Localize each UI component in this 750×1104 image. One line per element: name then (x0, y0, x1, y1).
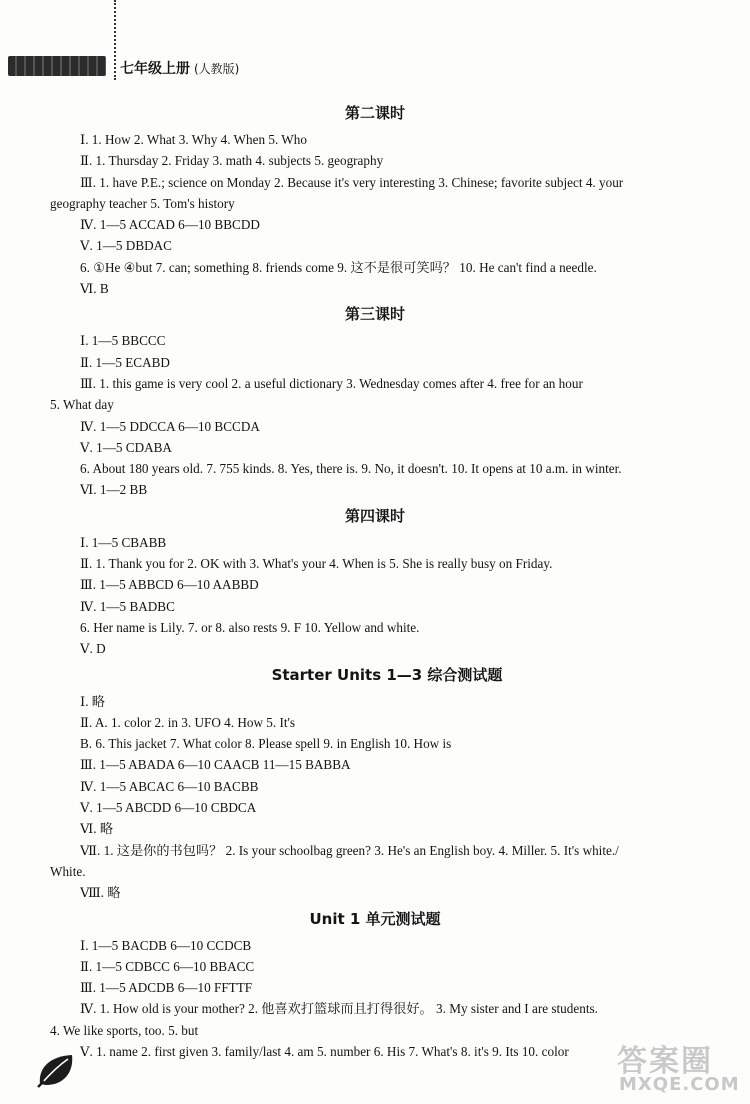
answer-line: Ⅲ. 1—5 ABADA 6—10 CAACB 11—15 BABBA (80, 757, 351, 773)
answer-line: Ⅲ. 1. have P.E.; science on Monday 2. Because it's very interesting 3. Chinese; favorite subject 4. your (80, 174, 624, 190)
answer-line-continued: White. (50, 863, 86, 879)
answer-line: Ⅰ. 略 (80, 693, 105, 709)
answer-line: Ⅴ. D (80, 641, 106, 657)
answer-line: Ⅱ. 1. Thursday 2. Friday 3. math 4. subjects 5. geography (80, 153, 384, 169)
answer-line: Ⅱ. A. 1. color 2. in 3. UFO 4. How 5. It's (80, 714, 296, 730)
answer-content (0, 98, 750, 1062)
answer-line: Ⅰ. 1—5 BACDB 6—10 CCDCB (80, 937, 252, 953)
answer-line: Ⅳ. 1—5 DDCCA 6—10 BCCDA (80, 418, 260, 434)
answer-line: Ⅵ. 1—2 BB (80, 482, 148, 498)
answer-line: Ⅴ. 1—5 DBDAC (80, 238, 172, 254)
watermark-url: MXQE.COM (619, 1074, 740, 1095)
watermark-chars: 答案圈 (617, 1044, 713, 1079)
section-lesson-2 (0, 102, 750, 299)
answer-line: Ⅴ. 1—5 ABCDD 6—10 CBDCA (80, 800, 257, 816)
section-lesson-4 (0, 505, 750, 660)
answer-line: Ⅳ. 1—5 BADBC (80, 598, 175, 614)
answer-line: 6. Her name is Lily. 7. or 8. also rests 9. F 10. Yellow and white. (80, 619, 420, 635)
answer-line-continued: geography teacher 5. Tom's history (50, 195, 235, 211)
answer-line: Ⅴ. 1—5 CDABA (80, 439, 172, 455)
section-title: 第四课时 (344, 506, 405, 525)
watermark-logo (615, 1036, 741, 1098)
section-title: Unit 1 单元测试题 (309, 909, 441, 928)
answer-line: Ⅳ. 1. How old is your mother? 2. 他喜欢打篮球而且打得很好。 3. My sister and I are students. (80, 1001, 598, 1017)
page-header (0, 0, 750, 80)
answer-line: Ⅰ. 1—5 BBCCC (80, 333, 166, 349)
binding-dotted-line (114, 0, 116, 80)
answer-line: 6. About 180 years old. 7. 755 kinds. 8. Yes, there is. 9. No, it doesn't. 10. It opens at 10 a.m. in winter. (80, 461, 622, 477)
answer-line: Ⅵ. B (80, 281, 109, 297)
answer-line: Ⅱ. 1. Thank you for 2. OK with 3. What's your 4. When is 5. She is really busy on Friday. (80, 556, 553, 572)
answer-line: Ⅴ. 1. name 2. first given 3. family/last 4. am 5. number 6. His 7. What's 8. it's 9. Its 10. color (80, 1043, 569, 1059)
book-title (120, 58, 239, 78)
grade-label: 七年级上册 (120, 61, 190, 77)
section-title: 第三课时 (344, 305, 405, 324)
answer-line: 6. ①He ④but 7. can; something 8. friends come 9. 这不是很可笑吗？ 10. He can't find a needle. (80, 259, 597, 275)
answer-line: B. 6. This jacket 7. What color 8. Please spell 9. in English 10. How is (80, 736, 452, 752)
answer-line: Ⅰ. 1—5 CBABB (80, 534, 167, 550)
answer-line: Ⅰ. 1. How 2. What 3. Why 4. When 5. Who (80, 132, 307, 147)
answer-line: Ⅱ. 1—5 ECABD (80, 354, 170, 370)
section-starter-units-test (0, 664, 750, 904)
edition-label: (人教版) (194, 62, 240, 76)
answer-line: Ⅲ. 1. this game is very cool 2. a useful dictionary 3. Wednesday comes after 4. free for an hour (80, 375, 583, 391)
answer-line: Ⅳ. 1—5 ABCAC 6—10 BACBB (80, 778, 259, 794)
answer-line-continued: 4. We like sports, too. 5. but (50, 1022, 199, 1038)
answer-line-continued: 5. What day (50, 397, 114, 413)
answer-line: Ⅱ. 1—5 CDBCC 6—10 BBACC (80, 958, 255, 974)
answer-line: Ⅷ. 略 (80, 885, 121, 901)
answer-line: Ⅶ. 1. 这是你的书包吗？ 2. Is your schoolbag green? 3. He's an English boy. 4. Miller. 5. It's white./ (80, 842, 619, 858)
leaf-icon (36, 1052, 78, 1088)
answer-line: Ⅳ. 1—5 ACCAD 6—10 BBCDD (80, 217, 260, 233)
section-lesson-3 (0, 303, 750, 500)
section-title: 第二课时 (344, 104, 405, 122)
section-title: Starter Units 1—3 综合测试题 (271, 665, 503, 684)
answer-line: Ⅲ. 1—5 ADCDB 6—10 FFTTF (80, 980, 253, 996)
answer-line: Ⅲ. 1—5 ABBCD 6—10 AABBD (80, 577, 259, 593)
answer-line: Ⅵ. 略 (80, 821, 114, 837)
series-logo-bar (8, 56, 106, 76)
